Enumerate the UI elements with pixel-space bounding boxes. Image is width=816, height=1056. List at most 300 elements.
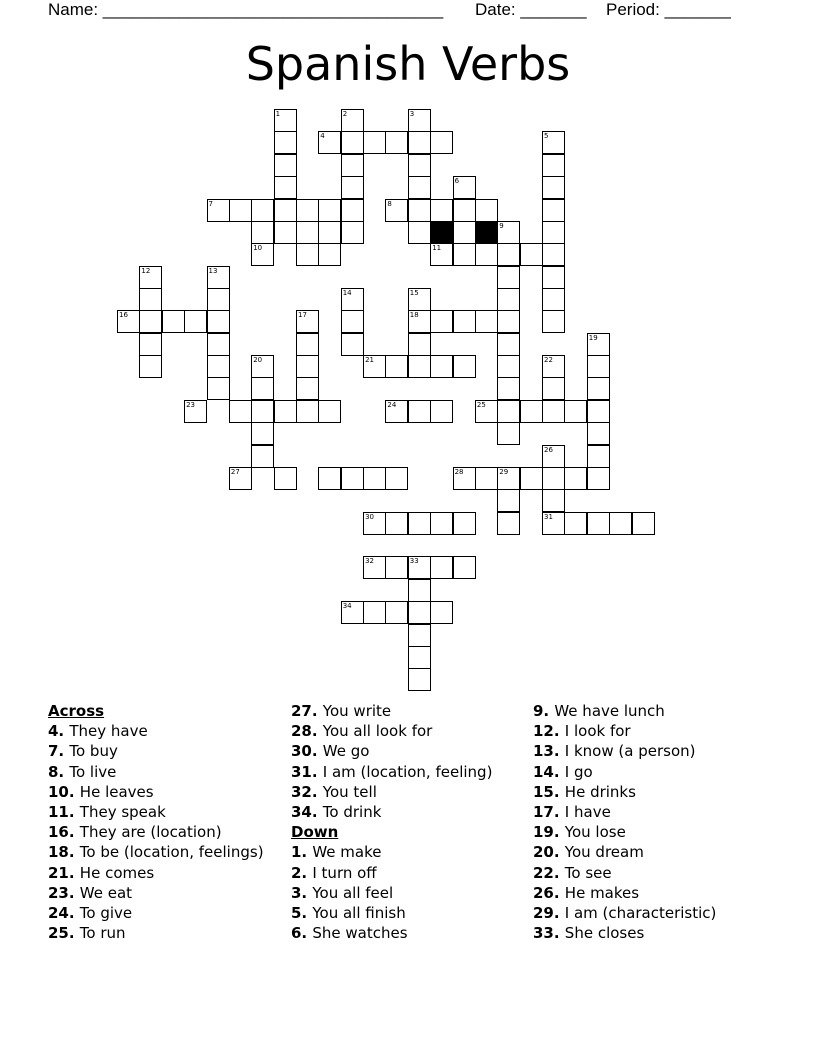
crossword-cell[interactable]: [453, 221, 476, 244]
crossword-cell[interactable]: [408, 400, 431, 423]
crossword-cell[interactable]: [274, 400, 297, 423]
crossword-cell[interactable]: [408, 199, 431, 222]
crossword-cell[interactable]: [475, 243, 498, 266]
clue-number: 21: [365, 356, 375, 365]
clue-number: 1: [275, 110, 281, 118]
crossword-cell[interactable]: [587, 445, 610, 468]
clue-number-label: 4.: [48, 722, 70, 741]
crossword-cell[interactable]: [207, 377, 230, 400]
crossword-cell[interactable]: [207, 355, 230, 378]
clue-item: [291, 883, 492, 903]
crossword-cell[interactable]: [341, 288, 364, 311]
crossword-cell[interactable]: [296, 333, 319, 356]
crossword-cell[interactable]: [587, 512, 610, 535]
crossword-cell[interactable]: [475, 400, 498, 423]
crossword-cell[interactable]: [542, 221, 565, 244]
clue-number-label: 1.: [291, 843, 313, 862]
crossword-cell[interactable]: [341, 131, 364, 154]
crossword-cell[interactable]: [430, 243, 453, 266]
crossword-cell[interactable]: [341, 333, 364, 356]
clues-column-1: [48, 701, 264, 943]
clue-section-heading: Across: [48, 702, 105, 720]
clue-text: You tell: [322, 782, 377, 801]
clue-text: I turn off: [312, 863, 377, 882]
crossword-cell[interactable]: [408, 624, 431, 647]
clue-item: [533, 741, 716, 761]
clue-item: [48, 802, 264, 822]
clue-number-label: 25.: [48, 924, 80, 943]
clue-text: We go: [322, 742, 370, 761]
crossword-cell[interactable]: [453, 556, 476, 579]
crossword-cell[interactable]: [117, 310, 140, 333]
clue-number: 24: [387, 400, 397, 409]
crossword-cell[interactable]: [542, 355, 565, 378]
crossword-cell[interactable]: [453, 467, 476, 490]
clue-number-label: 6.: [291, 924, 313, 943]
clue-number-label: 20.: [533, 843, 565, 862]
clue-item: [291, 923, 492, 943]
clue-item: [48, 903, 264, 923]
clue-number: 25: [476, 400, 486, 409]
clue-number: 17: [298, 311, 307, 320]
clue-number-label: 28.: [291, 722, 323, 741]
clue-number: 8: [387, 199, 392, 208]
crossword-cell[interactable]: [229, 467, 252, 490]
crossword-cell[interactable]: [207, 266, 230, 289]
crossword-cell[interactable]: [251, 199, 274, 222]
crossword-cell[interactable]: [497, 422, 520, 445]
crossword-cell[interactable]: [363, 355, 386, 378]
name-field-label[interactable]: Name: ____________________________________: [48, 0, 444, 19]
crossword-cell[interactable]: [430, 355, 453, 378]
clue-item: [533, 822, 716, 842]
crossword-cell[interactable]: [139, 355, 162, 378]
clue-item: [291, 741, 492, 761]
crossword-cell[interactable]: [363, 512, 386, 535]
crossword-cell[interactable]: [430, 512, 453, 535]
crossword-cell[interactable]: [296, 377, 319, 400]
crossword-cell[interactable]: [408, 668, 431, 691]
clue-text: You write: [322, 702, 392, 720]
crossword-cell[interactable]: [207, 333, 230, 356]
crossword-cell[interactable]: [520, 467, 543, 490]
clue-section-heading: Down: [291, 823, 339, 842]
crossword-cell[interactable]: [318, 199, 341, 222]
crossword-cell[interactable]: [497, 221, 520, 244]
crossword-cell[interactable]: [520, 243, 543, 266]
clue-item: [533, 701, 716, 721]
crossword-cell[interactable]: [542, 377, 565, 400]
clue-number: 9: [499, 221, 504, 230]
clue-item: [533, 802, 716, 822]
crossword-cell[interactable]: [497, 400, 520, 423]
clue-item: [48, 782, 264, 802]
crossword-cell[interactable]: [564, 467, 587, 490]
crossword-cell[interactable]: [408, 355, 431, 378]
worksheet-header: [48, 0, 768, 20]
crossword-cell[interactable]: [497, 266, 520, 289]
crossword-cell[interactable]: [475, 310, 498, 333]
crossword-cell[interactable]: [408, 131, 431, 154]
crossword-cell[interactable]: [609, 512, 632, 535]
crossword-cell[interactable]: [408, 288, 431, 311]
clue-text: We make: [312, 843, 382, 862]
clue-text: I go: [564, 762, 593, 781]
crossword-cell[interactable]: [542, 266, 565, 289]
clue-number: 7: [208, 199, 213, 208]
crossword-cell[interactable]: [408, 646, 431, 669]
clue-number-label: 30.: [291, 742, 323, 761]
crossword-cell[interactable]: [274, 109, 297, 132]
crossword-cell[interactable]: [542, 489, 565, 512]
clue-text: I am (location, feeling): [322, 762, 493, 781]
crossword-cell[interactable]: [430, 556, 453, 579]
crossword-cell[interactable]: [385, 512, 408, 535]
crossword-cell[interactable]: [542, 131, 565, 154]
clue-item: [533, 721, 716, 741]
crossword-block: [430, 221, 453, 244]
crossword-cell[interactable]: [408, 601, 431, 624]
clue-text: He makes: [564, 883, 640, 902]
crossword-cell[interactable]: [408, 579, 431, 602]
crossword-cell[interactable]: [542, 445, 565, 468]
crossword-cell[interactable]: [207, 310, 230, 333]
clue-number-label: 33.: [533, 924, 565, 943]
crossword-cell[interactable]: [363, 131, 386, 154]
crossword-cell[interactable]: [296, 310, 319, 333]
crossword-cell[interactable]: [497, 512, 520, 535]
clue-item: [533, 883, 716, 903]
crossword-cell[interactable]: [542, 199, 565, 222]
clue-number-label: 13.: [533, 742, 565, 761]
crossword-cell[interactable]: [632, 512, 655, 535]
crossword-cell[interactable]: [296, 221, 319, 244]
crossword-cell[interactable]: [587, 333, 610, 356]
crossword-cell[interactable]: [497, 310, 520, 333]
crossword-cell[interactable]: [341, 310, 364, 333]
crossword-cell[interactable]: [408, 176, 431, 199]
clue-text: He comes: [79, 863, 155, 882]
clue-number: 10: [253, 244, 263, 253]
clue-number-label: 3.: [291, 883, 313, 902]
crossword-cell[interactable]: [453, 176, 476, 199]
clue-text: You all look for: [322, 722, 433, 741]
crossword-cell[interactable]: [139, 266, 162, 289]
crossword-cell[interactable]: [587, 377, 610, 400]
crossword-cell[interactable]: [542, 154, 565, 177]
clue-text: We have lunch: [554, 702, 665, 720]
crossword-cell[interactable]: [408, 221, 431, 244]
clue-text: I have: [564, 802, 611, 821]
crossword-cell[interactable]: [564, 400, 587, 423]
crossword-cell[interactable]: [207, 288, 230, 311]
clue-number: 5: [544, 132, 549, 141]
clue-text: To see: [564, 863, 612, 882]
crossword-cell[interactable]: [430, 400, 453, 423]
clue-text: To run: [79, 924, 126, 943]
clue-item: [533, 863, 716, 883]
crossword-cell[interactable]: [408, 310, 431, 333]
crossword-cell[interactable]: [385, 355, 408, 378]
crossword-cell[interactable]: [318, 467, 341, 490]
clue-number-label: 5.: [291, 903, 313, 922]
crossword-cell[interactable]: [251, 445, 274, 468]
crossword-cell[interactable]: [542, 288, 565, 311]
crossword-cell[interactable]: [274, 154, 297, 177]
crossword-cell[interactable]: [587, 355, 610, 378]
clue-number: 23: [186, 400, 196, 409]
clue-text: They are (location): [79, 823, 222, 842]
crossword-cell[interactable]: [497, 243, 520, 266]
clue-number-label: 27.: [291, 702, 323, 720]
clue-item: [533, 842, 716, 862]
crossword-cell[interactable]: [385, 601, 408, 624]
clue-text: I am (characteristic): [564, 903, 717, 922]
clue-number: 31: [544, 512, 553, 521]
clues-column-2: [291, 701, 492, 943]
crossword-cell[interactable]: [408, 556, 431, 579]
clue-number: 11: [432, 244, 442, 253]
crossword-cell[interactable]: [162, 310, 185, 333]
clue-number: 28: [454, 467, 464, 476]
crossword-cell[interactable]: [296, 400, 319, 423]
crossword-cell[interactable]: [363, 556, 386, 579]
clue-item: [48, 883, 264, 903]
crossword-cell[interactable]: [341, 601, 364, 624]
clue-text: I look for: [564, 722, 631, 741]
crossword-cell[interactable]: [363, 601, 386, 624]
clue-number-label: 34.: [291, 802, 323, 821]
crossword-cell[interactable]: [184, 310, 207, 333]
crossword-cell[interactable]: [408, 154, 431, 177]
clue-number-label: 23.: [48, 883, 80, 902]
clue-number-label: 15.: [533, 782, 565, 801]
date-field-label[interactable]: Date: _______: [475, 0, 587, 19]
crossword-cell[interactable]: [497, 333, 520, 356]
clue-number-label: 10.: [48, 782, 80, 801]
clue-number: 27: [230, 467, 240, 476]
crossword-cell[interactable]: [251, 377, 274, 400]
clue-number: 16: [119, 311, 128, 320]
crossword-cell[interactable]: [430, 131, 453, 154]
clue-text: To drink: [322, 802, 382, 821]
crossword-cell[interactable]: [430, 601, 453, 624]
crossword-cell[interactable]: [497, 288, 520, 311]
clue-item: [291, 903, 492, 923]
clue-number-label: 22.: [533, 863, 565, 882]
clue-number: 19: [588, 333, 598, 342]
crossword-cell[interactable]: [587, 422, 610, 445]
clue-number: 13: [208, 266, 218, 275]
period-field-label[interactable]: Period: _______: [606, 0, 731, 19]
crossword-cell[interactable]: [341, 154, 364, 177]
crossword-cell[interactable]: [274, 199, 297, 222]
clue-text: She watches: [312, 924, 408, 943]
clue-text: We eat: [79, 883, 133, 902]
clue-item: [48, 863, 264, 883]
clues-column-3: [533, 701, 716, 943]
clue-item: [48, 721, 264, 741]
clue-text: To be (location, feelings): [79, 843, 264, 862]
crossword-cell[interactable]: [296, 199, 319, 222]
clue-text: To buy: [69, 742, 118, 761]
clue-number-label: 12.: [533, 722, 565, 741]
clue-text: They speak: [79, 802, 166, 821]
clue-text: You dream: [564, 843, 644, 862]
crossword-cell[interactable]: [207, 199, 230, 222]
crossword-cell[interactable]: [453, 310, 476, 333]
crossword-cell[interactable]: [274, 221, 297, 244]
clue-number: 4: [320, 132, 325, 141]
crossword-cell[interactable]: [564, 512, 587, 535]
crossword-cell[interactable]: [274, 131, 297, 154]
crossword-cell[interactable]: [430, 199, 453, 222]
clue-number: 20: [253, 356, 263, 365]
clue-item: [533, 903, 716, 923]
crossword-cell[interactable]: [430, 310, 453, 333]
crossword-cell[interactable]: [184, 400, 207, 423]
clue-text: You lose: [564, 823, 626, 842]
crossword-cell[interactable]: [341, 221, 364, 244]
page-title: Spanish Verbs: [245, 37, 571, 91]
clue-number: 14: [342, 289, 352, 297]
clue-number-label: 21.: [48, 863, 80, 882]
clue-number-label: 14.: [533, 762, 565, 781]
crossword-cell[interactable]: [542, 400, 565, 423]
crossword-cell[interactable]: [542, 310, 565, 333]
clue-number-label: 31.: [291, 762, 323, 781]
crossword-cell[interactable]: [139, 333, 162, 356]
clue-item: [48, 762, 264, 782]
crossword-cell[interactable]: [497, 355, 520, 378]
crossword-cell[interactable]: [475, 199, 498, 222]
clue-text: To live: [69, 762, 117, 781]
clue-number-label: 26.: [533, 883, 565, 902]
clue-number: 26: [544, 445, 553, 454]
crossword-cell[interactable]: [274, 467, 297, 490]
crossword-cell[interactable]: [453, 512, 476, 535]
clue-item: [291, 701, 492, 721]
crossword-cell[interactable]: [251, 400, 274, 423]
clue-number-label: 8.: [48, 762, 70, 781]
clue-number: 18: [409, 311, 419, 320]
crossword-cell[interactable]: [542, 512, 565, 535]
clue-number-label: 7.: [48, 742, 70, 761]
clue-text: He drinks: [564, 782, 636, 801]
crossword-cell[interactable]: [520, 400, 543, 423]
clue-text: You all finish: [312, 903, 406, 922]
crossword-cell[interactable]: [475, 467, 498, 490]
crossword-cell[interactable]: [587, 400, 610, 423]
crossword-cell[interactable]: [296, 243, 319, 266]
crossword-cell[interactable]: [385, 199, 408, 222]
crossword-cell[interactable]: [341, 176, 364, 199]
clue-number-label: 19.: [533, 823, 565, 842]
crossword-cell[interactable]: [341, 199, 364, 222]
crossword-cell[interactable]: [497, 489, 520, 512]
crossword-cell[interactable]: [408, 512, 431, 535]
clue-number-label: 16.: [48, 823, 80, 842]
clue-number: 3: [409, 110, 415, 118]
crossword-cell[interactable]: [542, 176, 565, 199]
crossword-cell[interactable]: [408, 333, 431, 356]
crossword-cell[interactable]: [408, 109, 431, 132]
clue-text: She closes: [564, 924, 645, 943]
clue-item: [48, 842, 264, 862]
clue-number: 15: [409, 289, 419, 297]
crossword-cell[interactable]: [453, 243, 476, 266]
crossword-cell[interactable]: [229, 400, 252, 423]
crossword-cell[interactable]: [251, 422, 274, 445]
clue-text: I know (a person): [564, 742, 696, 761]
crossword-cell[interactable]: [139, 310, 162, 333]
clue-item: [533, 782, 716, 802]
crossword-cell[interactable]: [385, 556, 408, 579]
crossword-cell[interactable]: [542, 467, 565, 490]
crossword-cell[interactable]: [385, 467, 408, 490]
clue-text: To give: [79, 903, 133, 922]
crossword-block: [475, 221, 498, 244]
crossword-cell[interactable]: [385, 131, 408, 154]
crossword-cell[interactable]: [341, 467, 364, 490]
crossword-cell[interactable]: [385, 400, 408, 423]
crossword-cell[interactable]: [251, 221, 274, 244]
crossword-cell[interactable]: [318, 131, 341, 154]
crossword-cell[interactable]: [318, 400, 341, 423]
clue-number-label: 32.: [291, 782, 323, 801]
clue-item: [291, 802, 492, 822]
clue-item: [48, 741, 264, 761]
clue-text: They have: [69, 722, 148, 741]
crossword-cell[interactable]: [274, 176, 297, 199]
clue-number-label: 9.: [533, 702, 555, 720]
crossword-cell[interactable]: [296, 355, 319, 378]
clue-item: [48, 923, 264, 943]
clue-item: [291, 762, 492, 782]
clue-number-label: 29.: [533, 903, 565, 922]
clue-number: 33: [409, 557, 419, 566]
crossword-cell[interactable]: [587, 467, 610, 490]
crossword-cell[interactable]: [318, 243, 341, 266]
clue-item: [48, 822, 264, 842]
crossword-cell[interactable]: [139, 288, 162, 311]
crossword-cell[interactable]: [453, 199, 476, 222]
clue-number: 12: [141, 266, 151, 275]
clue-item: [291, 782, 492, 802]
clue-number: 32: [365, 557, 375, 566]
clue-number: 29: [499, 467, 509, 476]
crossword-cell[interactable]: [453, 355, 476, 378]
clue-number: 6: [454, 177, 460, 186]
clue-item: [533, 762, 716, 782]
crossword-cell[interactable]: [341, 109, 364, 132]
crossword-cell[interactable]: [363, 467, 386, 490]
crossword-cell[interactable]: [542, 243, 565, 266]
crossword-cell[interactable]: [318, 221, 341, 244]
clue-number-label: 2.: [291, 863, 313, 882]
clue-number: 22: [544, 356, 553, 365]
clue-number: 2: [342, 110, 348, 118]
clue-number-label: 18.: [48, 843, 80, 862]
clue-item: [533, 923, 716, 943]
crossword-cell[interactable]: [251, 243, 274, 266]
crossword-cell[interactable]: [497, 467, 520, 490]
crossword-cell[interactable]: [251, 355, 274, 378]
clue-number-label: 17.: [533, 802, 565, 821]
clue-item: [291, 721, 492, 741]
crossword-cell[interactable]: [497, 377, 520, 400]
crossword-cell[interactable]: [229, 199, 252, 222]
